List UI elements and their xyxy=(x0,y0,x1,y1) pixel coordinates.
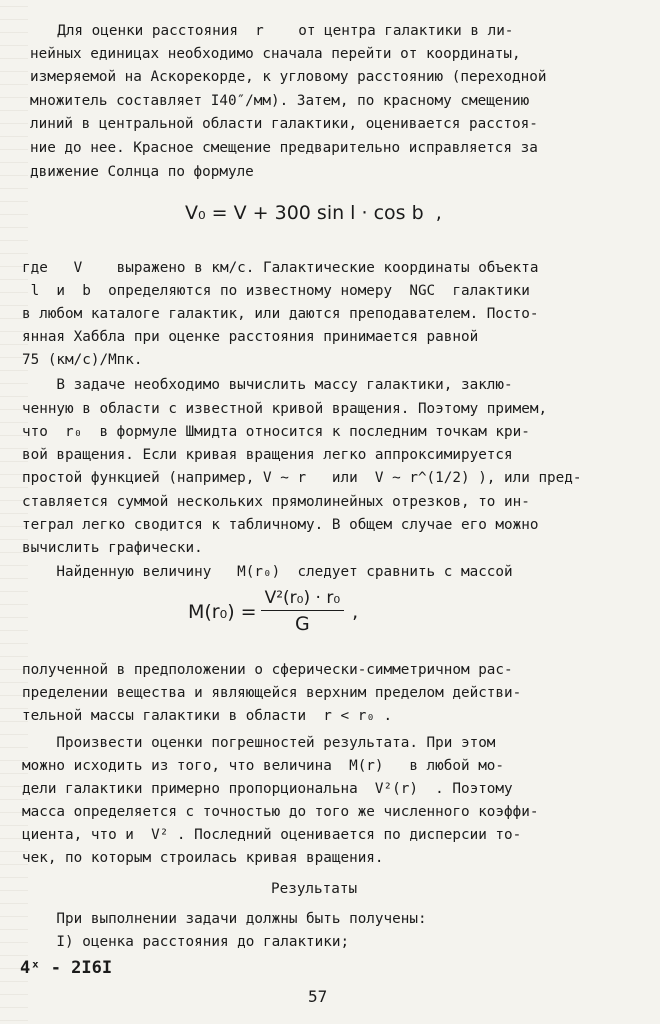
text-line: вычислить графически. xyxy=(22,540,203,556)
formula-mass-denominator: G xyxy=(295,613,310,635)
formula-mass-fraction xyxy=(261,588,345,635)
text-line: пределении вещества и являющейся верхним пределом действи- xyxy=(22,685,522,701)
text-line: дели галактики примерно пропорциональна V²(r) . Поэтому xyxy=(22,781,513,797)
formula-solar-motion: V₀ = V + 300 sin l · cos b , xyxy=(185,202,442,224)
text-line: нейных единицах необходимо сначала перейти от координаты, xyxy=(30,46,521,62)
formula-mass-lhs: M(r₀) = xyxy=(188,600,257,623)
text-line: циента, что и V² . Последний оценивается по дисперсии то- xyxy=(22,827,522,843)
print-order-mark: 4ˣ - 2I6I xyxy=(20,958,113,978)
text-line: янная Хаббла при оценке расстояния принимается равной xyxy=(22,329,479,345)
text-line: ставляется суммой нескольких прямолинейных отрезков, то ин- xyxy=(22,494,530,510)
text-line: движение Солнца по формуле xyxy=(30,164,254,180)
text-line: в любом каталоге галактик, или даются преподавателем. Посто- xyxy=(22,306,539,322)
scan-edge-noise xyxy=(0,0,28,1024)
formula-mass-numerator: V²(r₀) · r₀ xyxy=(261,588,345,611)
text-line: линий в центральной области галактики, оценивается расстоя- xyxy=(30,116,538,132)
text-line: Произвести оценки погрешностей результата. При этом xyxy=(22,735,496,751)
text-line: теграл легко сводится к табличному. В общем случае его можно xyxy=(22,517,539,533)
formula-mass xyxy=(188,588,358,635)
text-line: ченную в области с известной кривой вращения. Поэтому примем, xyxy=(22,401,548,417)
text-line: l и b определяются по известному номеру NGC галактики xyxy=(22,283,530,299)
text-line: полученной в предположении о сферически-симметричном рас- xyxy=(22,662,513,678)
text-line: чек, по которым строилась кривая вращения. xyxy=(22,850,384,866)
text-line: ние до нее. Красное смещение предварительно исправляется за xyxy=(30,140,538,156)
page-number: 57 xyxy=(308,987,328,1006)
text-line: простой функцией (например, V ~ r или V ~ r^(1/2) ), или пред- xyxy=(22,470,582,486)
text-line: вой вращения. Если кривая вращения легко аппроксимируется xyxy=(22,447,513,463)
text-line: тельной массы галактики в области r < r₀ . xyxy=(22,708,393,724)
text-line: I) оценка расстояния до галактики; xyxy=(22,934,350,950)
text-line: масса определяется с точностью до того же численного коэффи- xyxy=(22,804,539,820)
section-heading-results: Результаты xyxy=(271,881,358,897)
text-line: где V выражено в км/с. Галактические координаты объекта xyxy=(22,260,539,276)
text-line: измеряемой на Аскорекорде, к угловому расстоянию (переходной xyxy=(30,69,547,85)
text-line: При выполнении задачи должны быть получены: xyxy=(22,911,427,927)
text-line: Для оценки расстояния r от центра галактики в ли- xyxy=(40,23,514,39)
text-line: В задаче необходимо вычислить массу галактики, заклю- xyxy=(22,377,513,393)
text-line: можно исходить из того, что величина M(r) в любой мо- xyxy=(22,758,505,774)
text-line: 75 (км/с)/Мпк. xyxy=(22,352,143,368)
text-line: Найденную величину M(r₀) следует сравнить с массой xyxy=(22,564,513,580)
text-line: что r₀ в формуле Шмидта относится к последним точкам кри- xyxy=(22,424,530,440)
formula-mass-tail: , xyxy=(352,600,359,623)
text-line: множитель составляет I40″/мм). Затем, по красному смещению xyxy=(30,93,530,109)
